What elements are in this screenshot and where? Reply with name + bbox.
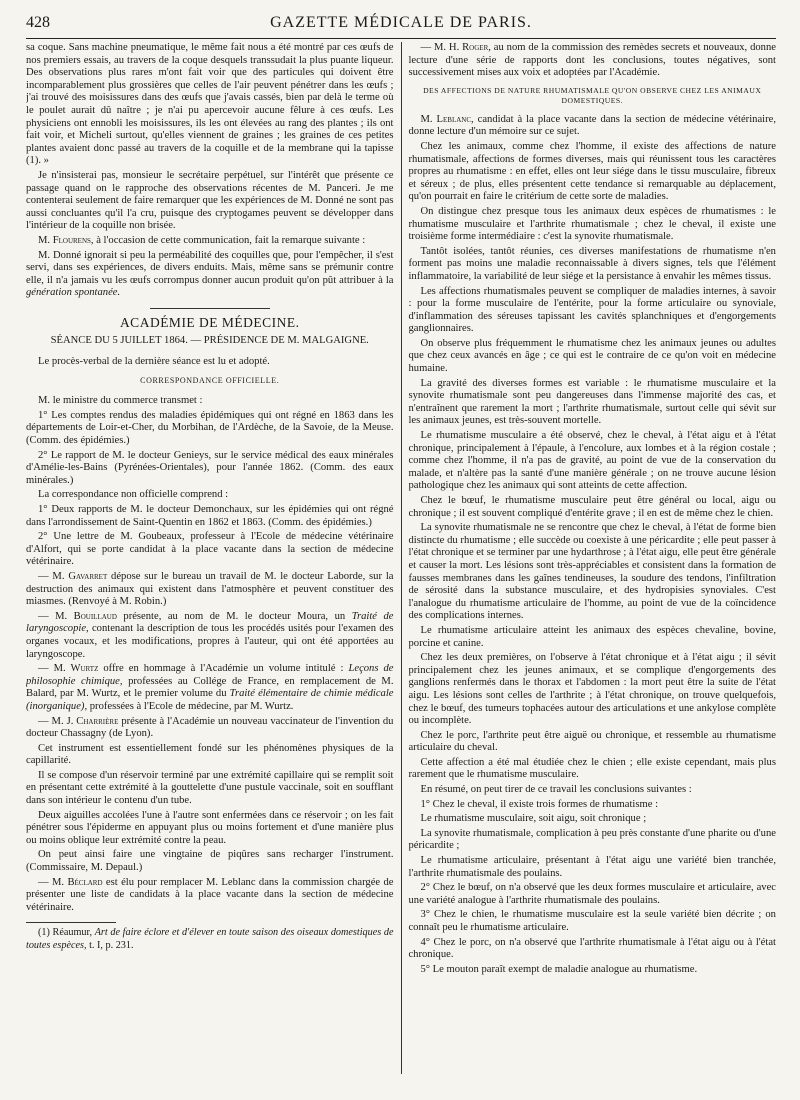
paragraph bbox=[26, 877, 394, 915]
paragraph-text: candidat à la place vacante dans la section de médecine vétérinaire, donne lecture d'un mémoire sur ce sujet. bbox=[408, 113, 776, 138]
list-item: La synovite rhumatismale, complication à peu près constante d'une pharite ou d'une péricardite ; bbox=[408, 827, 776, 852]
paragraph-text: professées à l'Ecole de médecine, par M. Wurtz. bbox=[87, 700, 294, 712]
paragraph: Chez le porc, l'arthrite peut être aiguë ou chronique, et ressemble au rhumatisme articulaire du cheval. bbox=[408, 729, 776, 754]
footnote-text: (1) Réaumur, bbox=[38, 927, 95, 939]
paragraph bbox=[26, 663, 394, 713]
footnote-divider bbox=[26, 922, 116, 923]
paragraph: Le rhumatisme articulaire atteint les animaux des espèces chevaline, bovine, porcine et canine. bbox=[408, 624, 776, 649]
list-item: 4° Chez le porc, on n'a observé que l'arthrite rhumatismale à l'état aigu ou à l'état chronique. bbox=[408, 936, 776, 961]
speaker-name: — M. Bouillaud bbox=[38, 610, 117, 622]
speaker-name: — M. J. Charrière bbox=[38, 715, 119, 727]
paragraph-text: au nom de la commission des remèdes secrets et nouveaux, donne lecture d'une série de rapports dont les conclusions, toutes négatives, sont successivement mises aux voix et adoptées par l'Académie. bbox=[408, 42, 776, 79]
speaker-name: — M. Béclard bbox=[38, 876, 103, 888]
speaker-name: — M. Gavarret bbox=[38, 570, 108, 582]
footnote-title: Art de faire éclore et d'élever en toute saison des oiseaux domestiques de toutes espèces, bbox=[26, 927, 394, 951]
paragraph-text: présente, au nom de M. le docteur Moura, un bbox=[116, 610, 352, 622]
speaker-name: — M. Wurtz bbox=[38, 663, 99, 675]
paragraph-text: contenant la description de tous les procédés usités pour l'examen des organes vocaux, et les modifications, propres à l'auteur, qui ont été apportées au laryngoscope. bbox=[26, 623, 394, 660]
paragraph: Chez les deux premières, on l'observe à l'état chronique et à l'état aigu ; il sévit principalement chez les jeunes animaux, et se complique d'engorgements des ganglions renfermés dans le thorax et l'abdomen : la mort peut être la suite de l'état aigu. Les lésions sont celles de l'arthrite ; à l'état chronique, on trouve quelquefois, chez le bœuf, des tumeurs tophacées autour des articulations et une ankylose complète ou incomplète. bbox=[408, 652, 776, 727]
list-item: 1° Chez le cheval, il existe trois formes de rhumatisme : bbox=[420, 798, 659, 810]
list-item: 5° Le mouton paraît exempt de maladie analogue au rhumatisme. bbox=[420, 963, 698, 975]
paragraph: Cette affection a été mal étudiée chez le chien ; elle existe cependant, mais plus rarement que le rhumatisme musculaire. bbox=[408, 756, 776, 781]
paragraph: sa coque. Sans machine pneumatique, le même fait nous a été montré par ces œufs de nos premiers essais, au travers de la coque desquels transsudait la plus puante liqueur. Des observations plus rares m'ont fait voir que des particules qui doivent être incomparablement plus grossières que celles de l'air peuvent pénétrer dans les œufs ; j'ai trouvé des moisissures dans des œufs que j'avais cassés, bien par delà le terme où le poulet aurait dû naître ; je n'ai pu apercevoir aucune fêlure à ces œufs. Les physiciens ont ennobli les moisissures, ils les ont élevées au rang des plantes ; ils ont fait voir, et Micheli surtout, qu'elles viennent de graines ; les graines de ces petites plantes avaient donc passé au travers de la coquille et de la membrane qui la tapisse (1). » bbox=[26, 42, 394, 167]
subsection-heading: CORRESPONDANCE OFFICIELLE. bbox=[140, 375, 280, 385]
paragraph: Les affections rhumatismales peuvent se compliquer de maladies internes, à savoir : pour la forme musculaire de l'entérite, pour la forme articulaire ou synoviale, d'inflammation des séreuses tapissant les cavités splanchniques et d'engorgements ganglionnaires. bbox=[408, 285, 776, 335]
paragraph: Chez le bœuf, le rhumatisme musculaire peut être général ou local, aigu ou chronique ; il est souvent compliqué d'entérite grave ; il en est de même chez le chien. bbox=[408, 495, 776, 519]
emphasis-text: Traité de laryngoscopie, bbox=[26, 610, 394, 635]
footnote bbox=[26, 927, 394, 952]
paragraph: La synovite rhumatismale ne se rencontre que chez le cheval, à l'état de forme bien distincte du rhumatisme ; elle succède ou coexiste à une péricardite ; elle peut passer à l'état chronique et se terminer par une hydarthrose ; à l'état aigu, elle peut être générale et causer la mort. Les lésions sont très-appréciables et consistent dans la formation de fausses membranes dans les gaînes tendineuses, la soudure des tendons, l'infiltration de sérosité dans la substance musculaire, et des hydropisies synoviales. C'est l'analogue du rhumatisme articulaire de l'homme, au point de vue de la coïncidence des complications internes. bbox=[408, 522, 776, 622]
paragraph: Je n'insisterai pas, monsieur le secrétaire perpétuel, sur l'intérêt que présente ce passage quand on le rapproche des observations récentes de M. Panceri. Je me contenterai seulement de faire remarquer que les expériences de M. Donné ne sont pas aussi concluantes qu'il l'a cru, puisque des cryptogames peuvent se développer dans l'intérieur de la coquille non brisée. bbox=[26, 169, 394, 232]
paragraph bbox=[408, 114, 776, 139]
paragraph bbox=[408, 42, 776, 80]
paragraph: Il se compose d'un réservoir terminé par une extrémité capillaire qui se remplit soit en présentant cette extrémité à la gouttelette d'une pustule vaccinale, soit en soufflant dans son intérieur le contenu d'un tube. bbox=[26, 769, 394, 807]
footnote-text: t. I, p. 231. bbox=[86, 939, 134, 951]
list-item: Le rhumatisme musculaire, soit aigu, soit chronique ; bbox=[420, 813, 647, 825]
paragraph: Cet instrument est essentiellement fondé sur les phénomènes physiques de la capillarité. bbox=[26, 742, 394, 767]
paragraph bbox=[26, 250, 394, 300]
emphasis-text: Traité élémentaire de chimie médicale (inorganique), bbox=[26, 688, 394, 712]
emphasis-text: génération spontanée. bbox=[26, 287, 121, 299]
column-rule bbox=[401, 42, 402, 1074]
paragraph: La correspondance non officielle comprend : bbox=[38, 489, 229, 501]
list-item: 2° Une lettre de M. Goubeaux, professeur à l'Ecole de médecine vétérinaire d'Alfort, qui se porte candidat à la place vacante dans la section de médecine vétérinaire. bbox=[26, 531, 394, 568]
paragraph: On observe plus fréquemment le rhumatisme chez les animaux jeunes ou adultes que chez ceux avancés en âge ; ce qui est le contraire de ce qu'on voit en médecine humaine. bbox=[408, 337, 776, 375]
list-item: 2° Le rapport de M. le docteur Genieys, sur le service médical des eaux minérales d'Amélie-les-Bains (Pyrénées-Orientales), pour l'année 1862. (Comm. des eaux minérales.) bbox=[26, 449, 394, 486]
list-item: Le rhumatisme articulaire, présentant à l'état aigu une variété bien tranchée, l'arthrite rhumatismale des poulains. bbox=[408, 855, 776, 879]
speaker-name: — M. H. Roger, bbox=[420, 42, 491, 53]
paragraph: On peut ainsi faire une vingtaine de piqûres sans recharger l'instrument. (Commissaire, M. Depaul.) bbox=[26, 849, 394, 874]
text-columns bbox=[26, 42, 776, 1074]
paragraph bbox=[26, 611, 394, 661]
paragraph: On distingue chez presque tous les animaux deux espèces de rhumatismes : le rhumatisme musculaire et l'arthrite rhumatismale ; chez le cheval, il existe une troisième forme intermédiaire : c'est la synovite rhumatismale. bbox=[408, 205, 776, 243]
paragraph bbox=[26, 235, 394, 248]
paragraph-text: M. Donné ignorait si peu la perméabilité des coquilles que, pour l'empêcher, il s'est servi, dans ses expériences, de divers enduits. Mais, même sans se prémunir contre elle, il n'a jamais vu les œufs corrompus donner aucun produit qu'on pût attribuer à la bbox=[26, 249, 394, 286]
paragraph: Le rhumatisme musculaire a été observé, chez le cheval, à l'état aigu et à l'état chronique, principalement à l'épaule, à l'encolure, aux lombes et à la région costale ; comme chez l'homme, il n'a pas de gravité, au point de vue de la conservation du malade, et n'altère pas la santé d'une manière générale ; on ne trouve aucune lésion pathologique chez les animaux qui sont atteints de cette affection. bbox=[408, 430, 776, 492]
paragraph: Chez les animaux, comme chez l'homme, il existe des affections de nature rhumatismale, affections de formes diverses, mais qui réunissent tous les caractères propres au rhumatisme : en effet, elles ont leur siége dans le tissu musculaire, fibreux et séreux ; de plus, elles présentent cette tendance si remarquable au déplacement, qu'on pourrait en faire le critérium de cette sorte de maladies. bbox=[408, 140, 776, 203]
paragraph-text: offre en hommage à l'Académie un volume intitulé : bbox=[98, 663, 349, 675]
page-header bbox=[26, 12, 776, 39]
paragraph: Deux aiguilles accolées l'une à l'autre sont enfermées dans ce réservoir ; on les fait pénétrer sous l'épiderme en appuyant plus ou moins fortement et d'une manière plus ou moins oblique leur extrémité contre la peau. bbox=[26, 809, 394, 846]
paragraph: M. le ministre du commerce transmet : bbox=[38, 395, 203, 407]
paragraph-text: est élu pour remplacer M. Leblanc dans la commission chargée de présenter une liste de candidats à la place vacante dans la section de médecine vétérinaire. bbox=[26, 876, 394, 913]
paragraph bbox=[26, 571, 394, 609]
session-heading: SÉANCE DU 5 JUILLET 1864. — PRÉSIDENCE DE M. MALGAIGNE. bbox=[50, 335, 369, 347]
page-number: 428 bbox=[26, 14, 50, 31]
paragraph-text: dépose sur le bureau un travail de M. le docteur Laborde, sur la destruction des animaux qui existent dans l'atmosphère et peuvent constituer des miasmes. (Renvoyé à M. Robin.) bbox=[26, 570, 394, 608]
paragraph: Tantôt isolées, tantôt réunies, ces diverses manifestations de rhumatisme n'en forment pas moins une maladie reconnaissable à divers signes, tels que l'élément inflammatoire, la variabilité de leur siége et la persistance à envahir les mêmes tissus. bbox=[408, 245, 776, 282]
left-column bbox=[26, 42, 394, 1074]
emphasis-text: Leçons de philosophie chimique, bbox=[26, 663, 394, 687]
list-item: 1° Deux rapports de M. le docteur Demonchaux, sur les épidémies qui ont régné dans l'arrondissement de Saint-Quentin en 1862 et 1863. (Comm. des épidémies.) bbox=[26, 504, 394, 528]
section-divider bbox=[150, 308, 270, 309]
paragraph: En résumé, on peut tirer de ce travail les conclusions suivantes : bbox=[420, 784, 692, 796]
list-item: 2° Chez le bœuf, on n'a observé que les deux formes musculaire et articulaire, avec une variété analogue à l'arthrite rhumatismale des poulains. bbox=[408, 882, 776, 906]
paragraph-text: présente à l'Académie un nouveau vaccinateur de l'invention du docteur Chassagny (de Lyon). bbox=[26, 715, 394, 740]
speaker-name: M. Flourens, bbox=[38, 234, 94, 246]
right-column bbox=[408, 42, 776, 1074]
section-heading: ACADÉMIE DE MÉDECINE. bbox=[119, 314, 300, 330]
list-item: 1° Les comptes rendus des maladies épidémiques qui ont régné en 1863 dans les départements de Loir-et-Cher, du Morbihan, de l'Ardèche, de la Savoie, de la Meuse. (Comm. des épidémies.) bbox=[26, 409, 394, 447]
paragraph: La gravité des diverses formes est variable : le rhumatisme musculaire et la synovite rhumatismale sont peu dangereuses dans l'immense majorité des cas, et n'entraînent que rarement la mort ; l'arthrite rhumatismale, surtout celle qui sévit sur les animaux jeunes, est très-souvent mortelle. bbox=[408, 377, 776, 427]
journal-title: GAZETTE MÉDICALE DE PARIS. bbox=[270, 14, 532, 31]
speaker-name: M. Leblanc, bbox=[420, 113, 474, 125]
paragraph bbox=[26, 716, 394, 741]
list-item: 3° Chez le chien, le rhumatisme musculaire est la seule variété bien décrite ; on connaît peu le rhumatisme articulaire. bbox=[408, 909, 776, 933]
section-heading: DES AFFECTIONS DE NATURE RHUMATISMALE QU'ON OBSERVE CHEZ LES ANIMAUX DOMESTIQUES. bbox=[423, 85, 762, 105]
paragraph-text: professées au Collége de France, en remplacement de M. Balard, par M. Wurtz, et le premier volume du bbox=[26, 675, 394, 700]
paragraph-text: à l'occasion de cette communication, fait la remarque suivante : bbox=[93, 234, 366, 246]
paragraph: Le procès-verbal de la dernière séance est lu et adopté. bbox=[38, 356, 270, 368]
